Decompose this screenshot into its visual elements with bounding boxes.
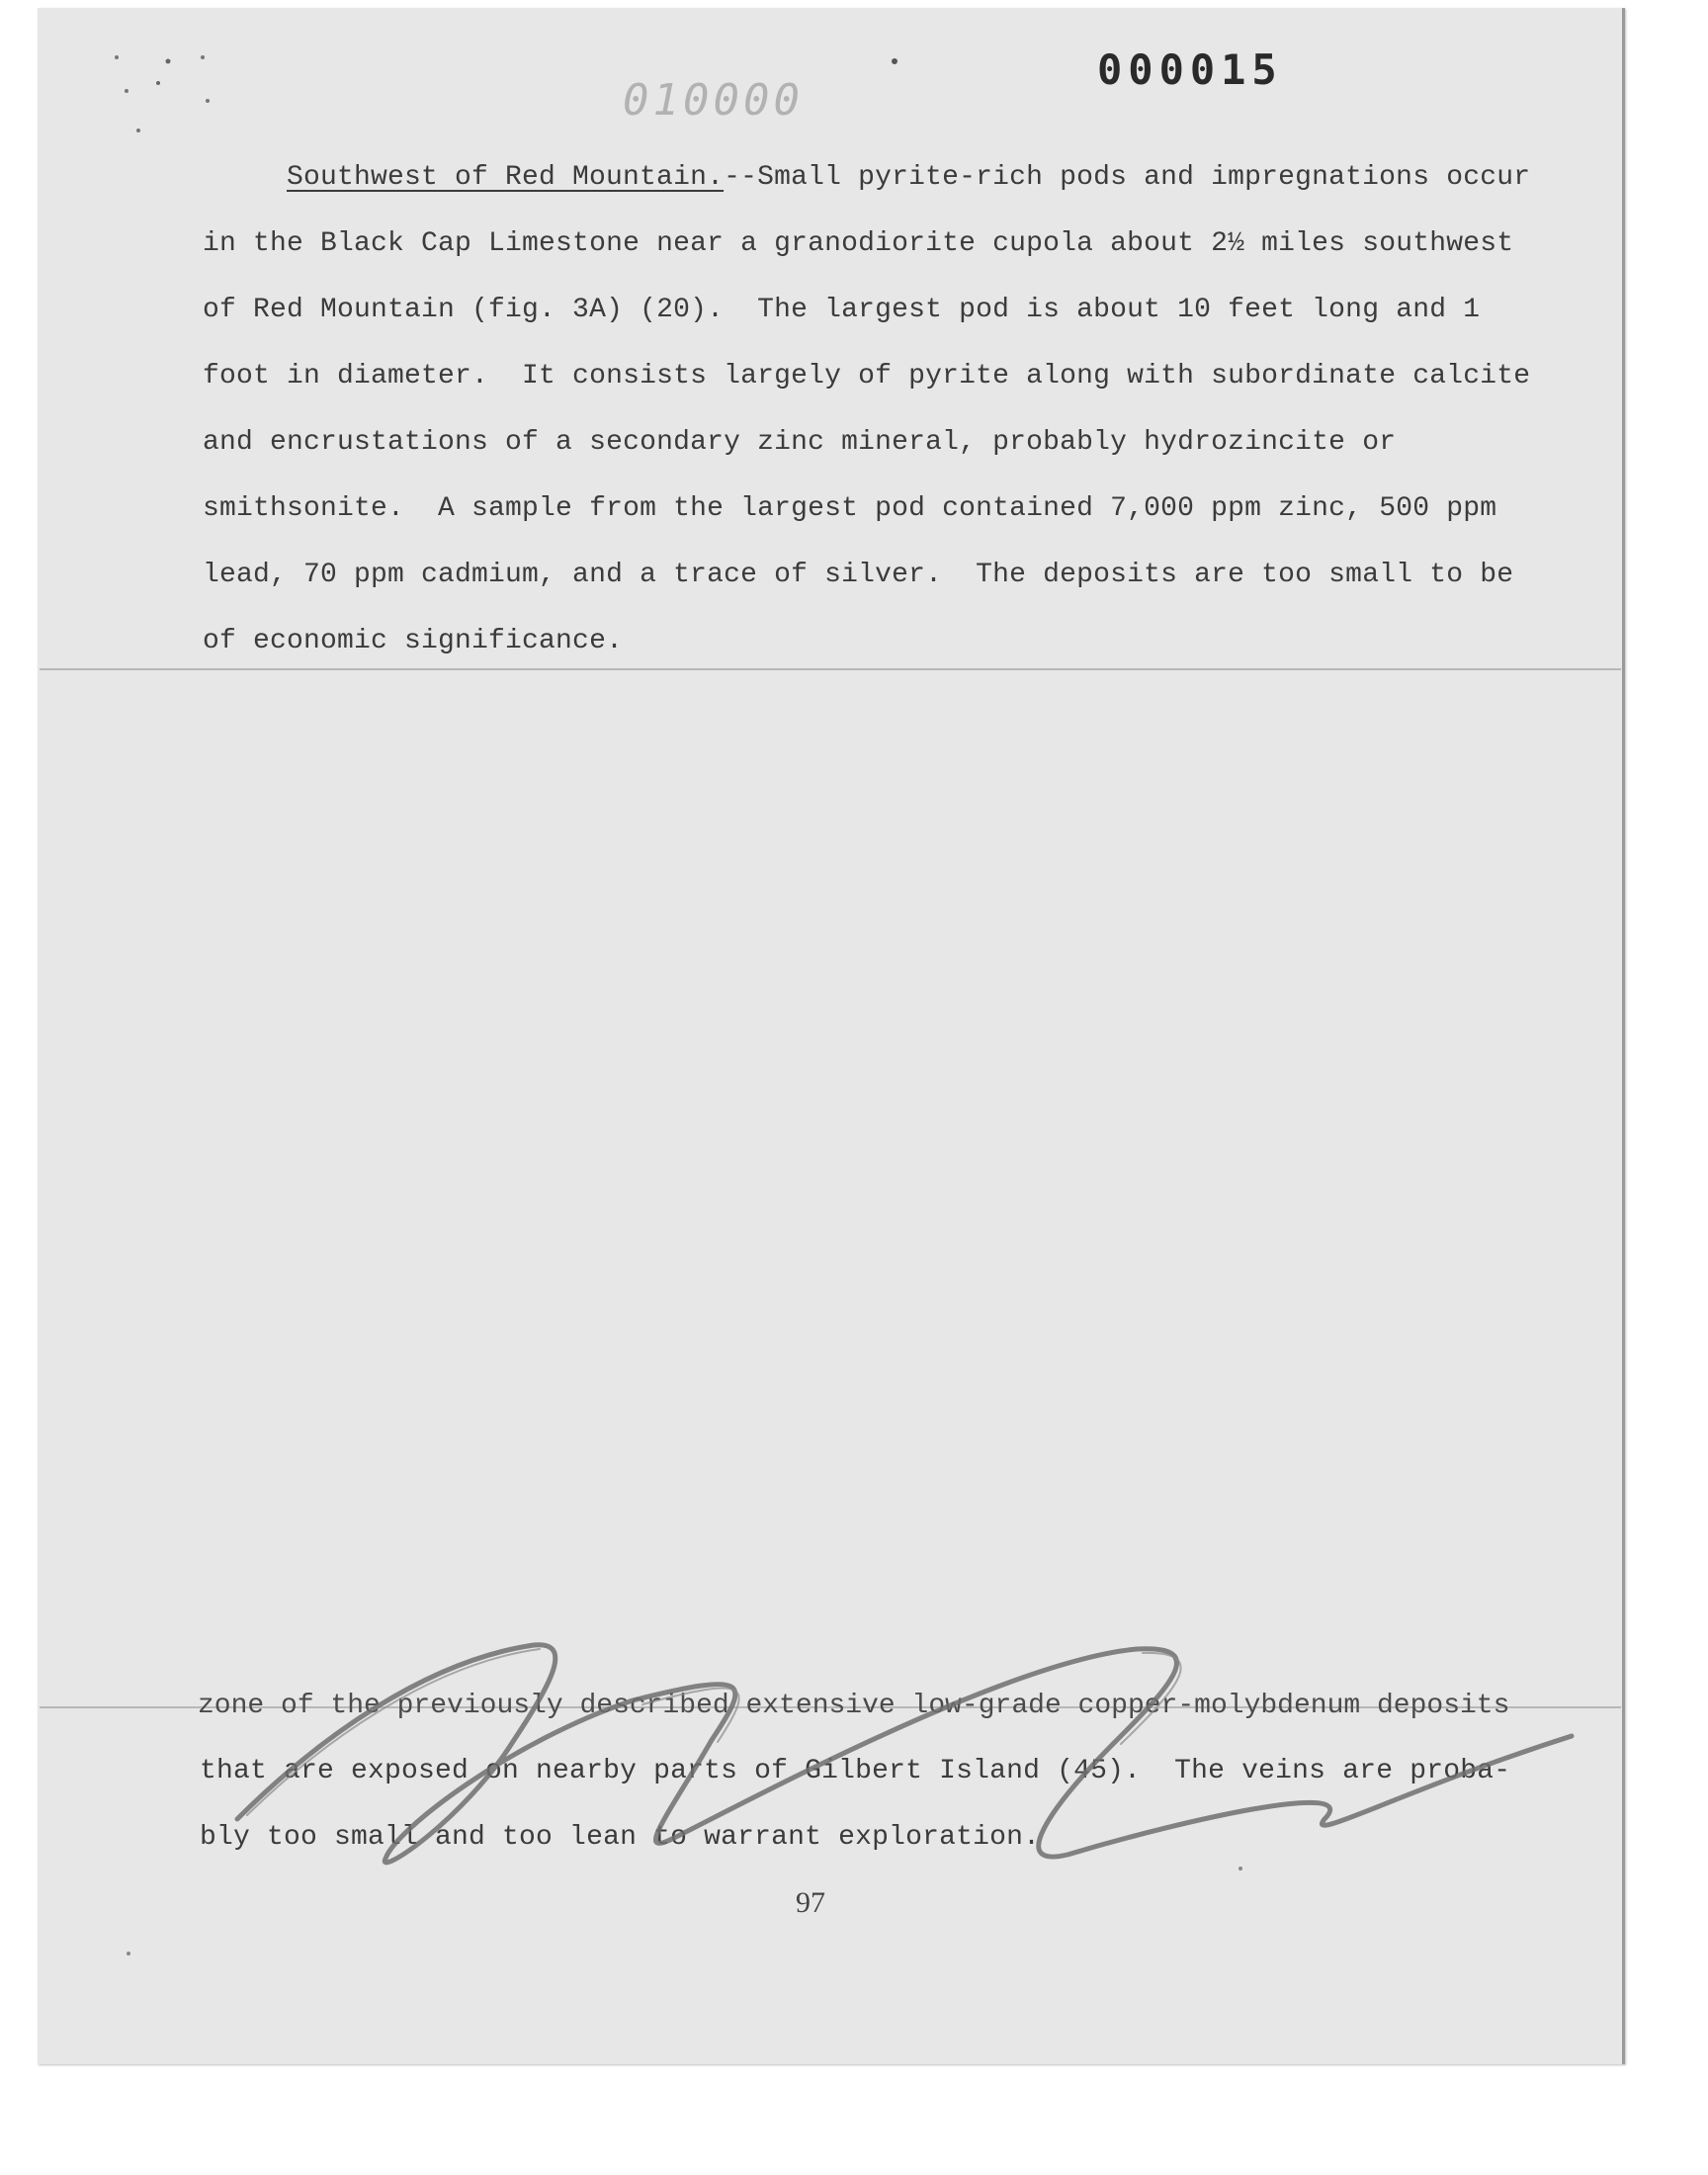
cut-off-text-line <box>198 1691 1601 1721</box>
document-stamp-number: 000015 <box>1097 45 1283 94</box>
paragraph-line-6: smithsonite. A sample from the largest pod contained 7,000 ppm zinc, 500 ppm <box>203 493 1497 524</box>
paste-seam-upper <box>40 668 1621 670</box>
page-edge <box>1622 8 1625 2064</box>
paragraph-line-8: of economic significance. <box>203 626 624 656</box>
paragraph-line-7: lead, 70 ppm cadmium, and a trace of silver. The deposits are too small to be <box>203 560 1514 590</box>
cut-off-text: zone of the previously described extensive low-grade copper-molybdenum deposits <box>198 1691 1510 1721</box>
paragraph-line-4: foot in diameter. It consists largely of pyrite along with subordinate calcite <box>203 361 1531 392</box>
paragraph-line-2: in the Black Cap Limestone near a granodiorite cupola about 2½ miles southwest <box>203 228 1514 259</box>
lower-line-2: bly too small and too lean to warrant exploration. <box>200 1822 1041 1853</box>
paragraph-line-1-rest: --Small pyrite-rich pods and impregnations occur <box>724 162 1531 193</box>
lower-line-1: that are exposed on nearby parts of Gilbert Island (45). The veins are proba- <box>200 1756 1511 1786</box>
page-number: 97 <box>796 1886 825 1919</box>
paragraph-line-1 <box>287 162 1690 193</box>
section-heading: Southwest of Red Mountain. <box>287 162 725 193</box>
faint-stamp-number: 010000 <box>623 75 804 126</box>
paragraph-line-3: of Red Mountain (fig. 3A) (20). The largest pod is about 10 feet long and 1 <box>203 295 1481 325</box>
paragraph-line-5: and encrustations of a secondary zinc mineral, probably hydrozincite or <box>203 427 1397 458</box>
